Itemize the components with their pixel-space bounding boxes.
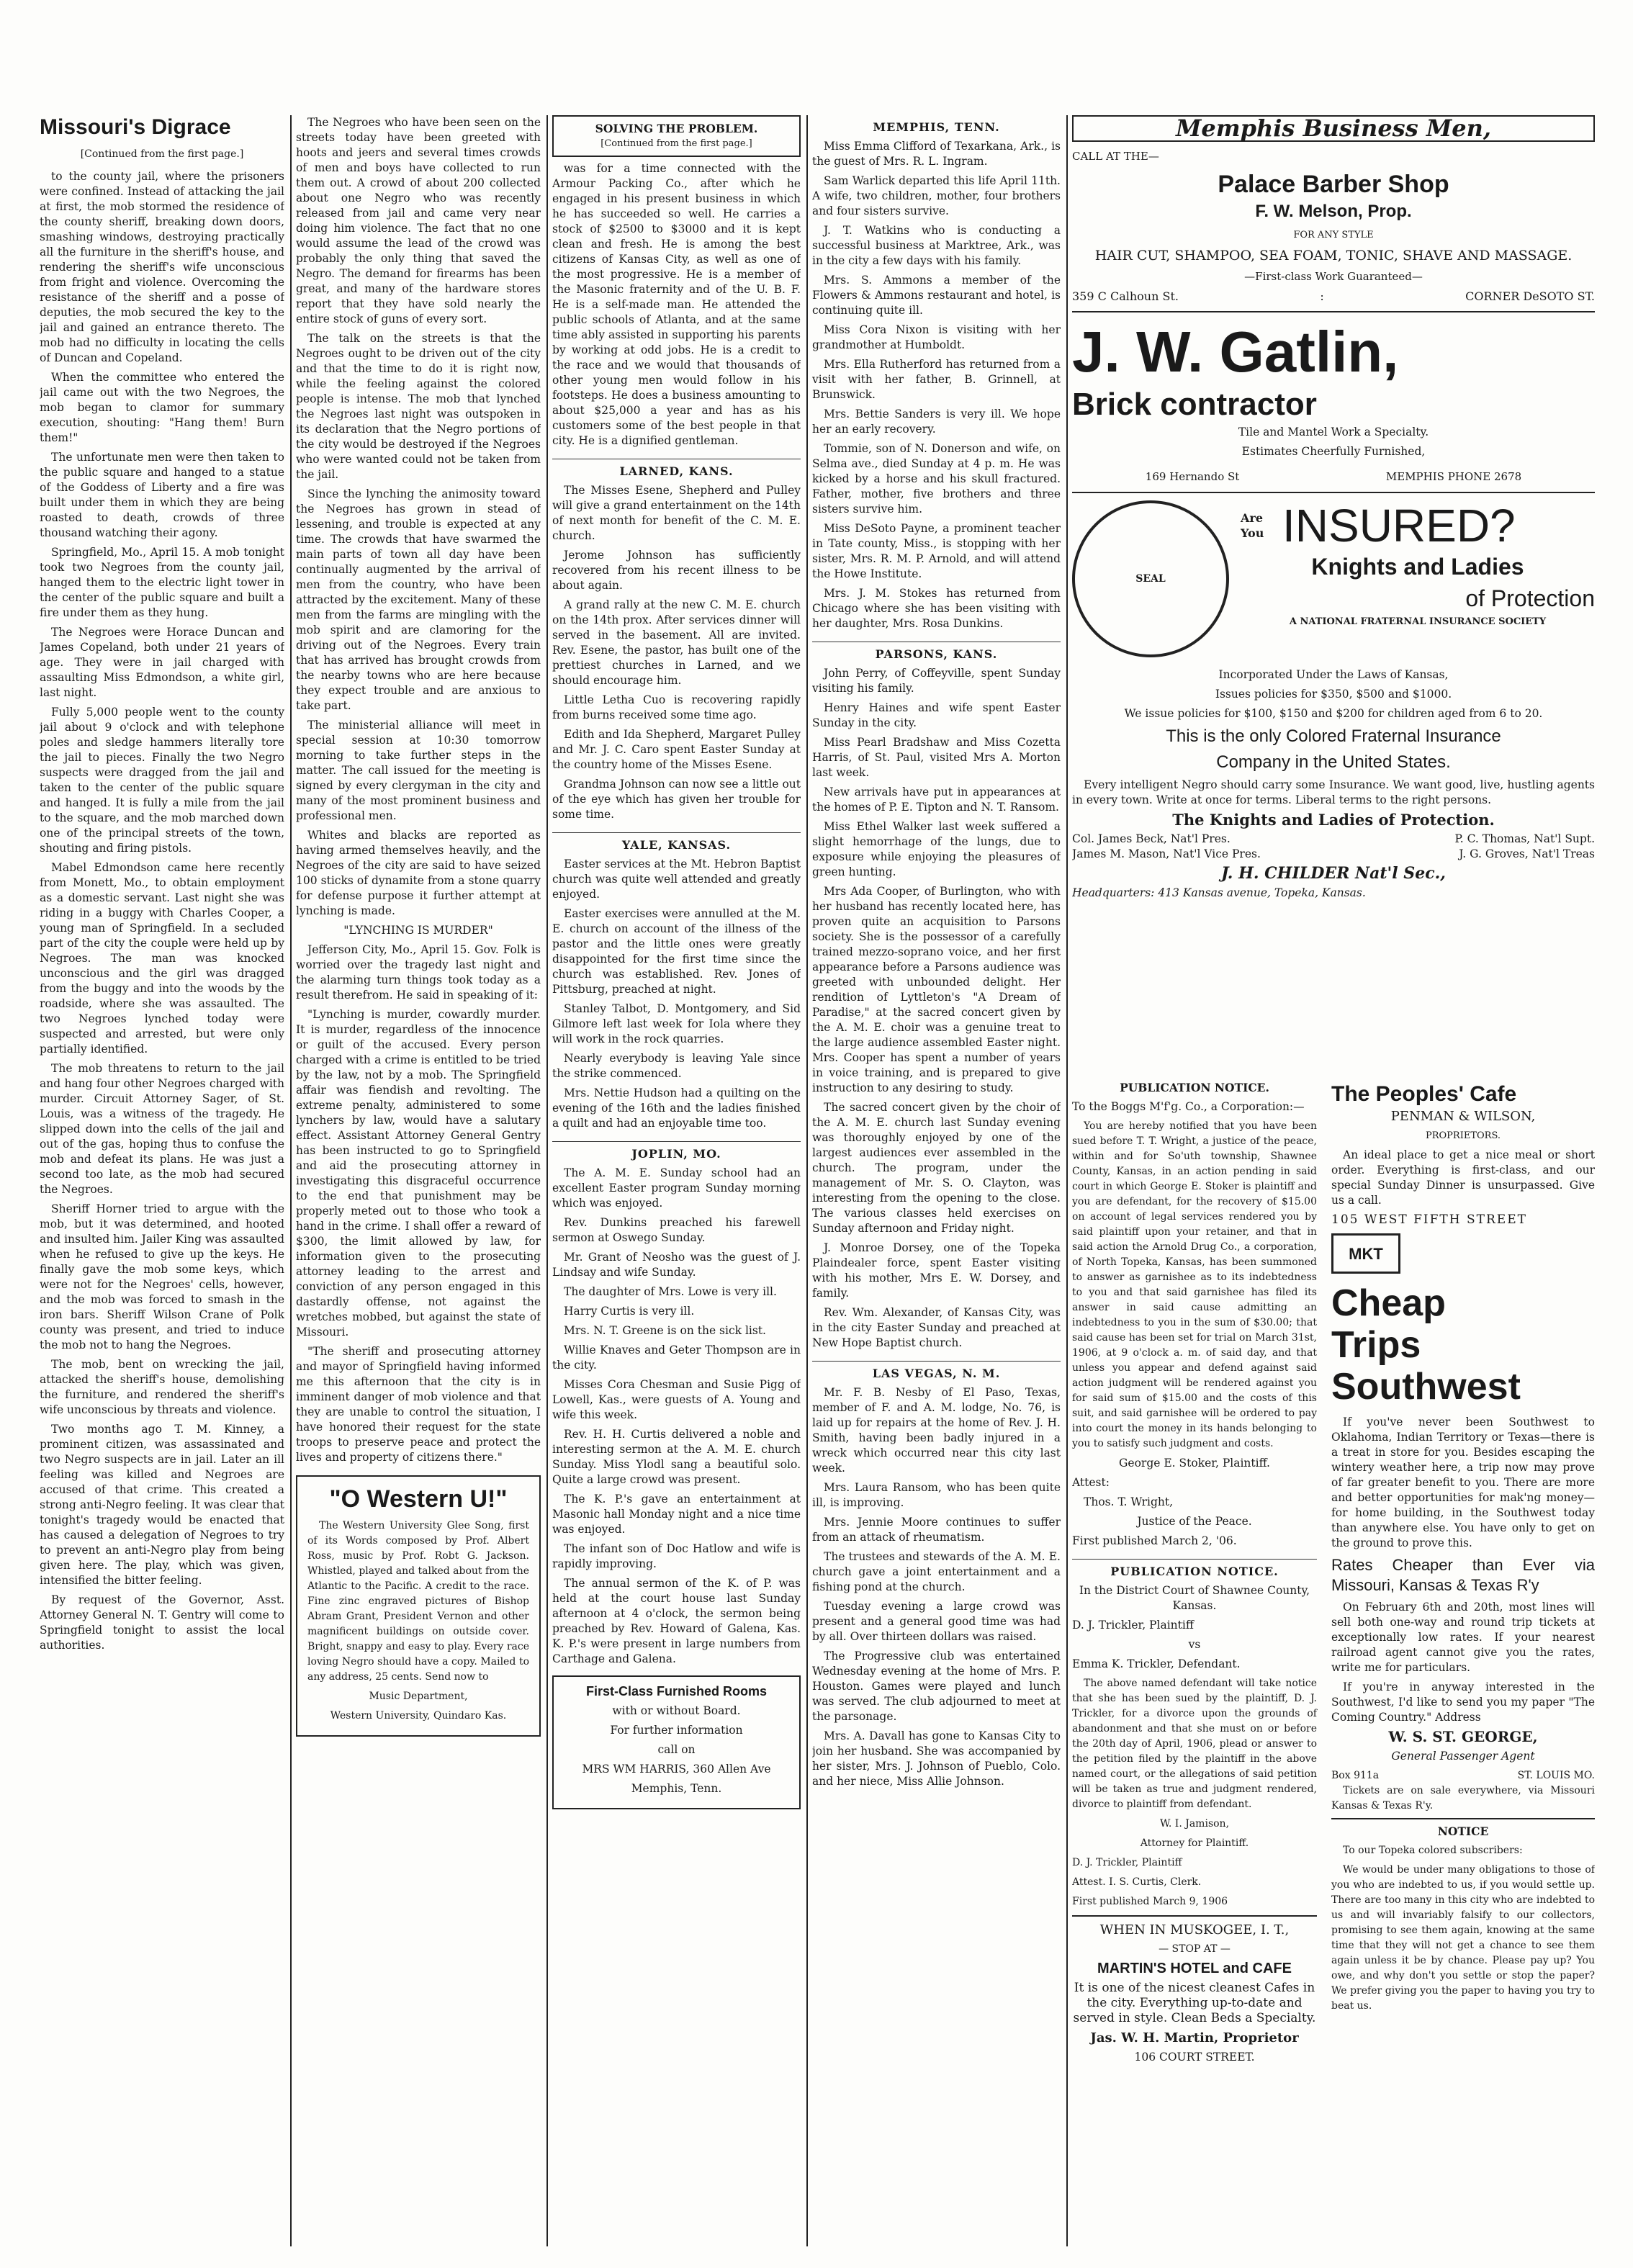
paragraph: Edith and Ida Shepherd, Margaret Pulley and Mr. J. C. Caro spent Easter Sunday at the country home of the Misses Esene. — [552, 728, 801, 771]
paragraph: to the county jail, where the prisoners were confined. Instead of attacking the jail at first, the mob stormed the residence of the county sheriff, breaking down doors, smashing windows, destroying practically all the furniture in the sheriff's house, and rendering the sheriff's wife unconscious from fright and violence. Overcoming the resistance of the sheriff and a posse of deputies, the mob secured the key to the jail and gained an entrance thereto. The mob had no difficulty in locating the cells of Duncan and Copeland. — [40, 170, 284, 364]
seal-text: SEAL — [1135, 572, 1166, 585]
paragraph: Grandma Johnson can now see a little out of the eye which has given her trouble for some time. — [552, 778, 801, 821]
officers-row — [1072, 847, 1595, 862]
paragraph: was for a time connected with the Armour Packing Co., after which he engaged in his present business in which he has succeeded so well. He carries a stock of $2500 to $3000 and it is kept clean and fresh. He is among the best citizens of Kansas City, as well as one of the most progressive. He is a member of the Masonic fraternity and of the U. B. F. He is a self-made man. He attended the public schools of Atlanta, and at the same time ably assisted in supporting his parents by working at odd jobs. He is a credit to the race and we would that thousands of other young men would follow in his footsteps. He does a business amounting to about $25,000 a year and has as his customers some of the best people in that city. He is a dignified gentleman. — [552, 162, 801, 447]
paragraph: Jerome Johnson has sufficiently recovered from his recent illness to be about again. — [552, 549, 801, 592]
barber-ad — [1072, 149, 1595, 304]
insurance-ad — [1072, 492, 1595, 901]
rates-name: W. S. ST. GEORGE, — [1388, 1728, 1538, 1745]
cafe-owners: PENMAN & WILSON, — [1390, 1109, 1536, 1124]
muskogee-ad — [1072, 1915, 1317, 2065]
ad-line: call on — [657, 1743, 696, 1756]
musk-head: WHEN IN MUSKOGEE, I. T., — [1099, 1922, 1290, 1938]
notice-box — [1331, 1818, 1595, 2014]
paragraph: Easter exercises were annulled at the M. E. church on account of the illness of the pastor and the little ones were greatly disappointed for the first time since the church was established. Rev. Jones of Pittsburg, preached at night. — [552, 907, 801, 996]
pub-sig: W. I. Jamison, — [1159, 1818, 1230, 1830]
address-right: MEMPHIS PHONE 2678 — [1385, 470, 1522, 483]
paragraph: Mrs. Ella Rutherford has returned from a visit with her father, B. Grinnell, at Brunswick. — [812, 358, 1061, 401]
officer: J. G. Groves, Nat'l Treas — [1459, 847, 1595, 860]
pub-body: You are hereby notified that you have been sued before T. T. Wright, a justice of the peace, within and for So'uth township, Shawnee County, Kansas, in an action pending in said court in which George E. Stoker is plaintiff and you are defendant, for the recovery of $15.00 on account of legal services rendered you by said plaintiff upon your retainer, and that in said action the Arnold Drug Co., a corporation, of North Topeka, Kansas, has been summoned to answer as garnishee as to its indebtedness to you and that said garnishee has filed its answer in said cause admitting an indebtedness to you in the sum of $30.00; that said cause has been set for trial on March 31st, 1906, at 9 o'clock a. m. of said day, and that unless you appear and defend against said action judgment will be rendered against you for said sum of $15.00 and the costs of this suit, and said garnishee will be ordered to pay into court the money in its hands belonging to you to satisfy such judgment and costs. — [1072, 1120, 1317, 1449]
trips-line: Cheap — [1331, 1282, 1446, 1324]
paragraph: Sheriff Horner tried to argue with the mob, but it was determined, and hooted and insulted him. Jailer King was assaulted when he refused to give up the keys. He finally gave the mob some keys, which were not for the Negroes' cells, however, and the mob was forced to smash in the iron bars. Sheriff Wilson Crane of Polk county was present, and tried to induce the mob not to hang the Negroes. — [40, 1202, 284, 1351]
ad-address: Western University, Quindaro Kas. — [330, 1710, 507, 1722]
article-headline: Missouri's Digrace — [40, 115, 231, 139]
notice-to: To our Topeka colored subscribers: — [1343, 1845, 1523, 1856]
call-line: CALL AT THE— — [1072, 150, 1159, 163]
address-right: CORNER DeSOTO ST. — [1465, 289, 1595, 303]
ad-title: First-Class Furnished Rooms — [585, 1684, 768, 1698]
knights-seal-icon — [1072, 500, 1229, 657]
paragraph: "Lynching is murder, cowardly murder. It is murder, regardless of the innocence or guilt of the accused. Every person charged with a crime is entitled to be tried by the law, not by a mob. The Springfield affair was fiendish and revolting. The extreme penalty, administered to some lynchers by law, would have a salutary effect. Assistant Attorney General Gentry has been instructed to go to Springfield and aid the prosecuting attorney in investigating this disgraceful occurrence to the end that punishment may be properly meted out to those who took a hand in the crime. I shall offer a reward of $300, the limit allowed by law, for information given to the prosecuting attorney leading to the arrest and conviction of any person engaged in this dastardly offense, not against the wretches mobbed, but against the state of Missouri. — [296, 1008, 541, 1338]
paragraph: Whites and blacks are reported as having armed themselves heavily, and the Negroes of the city are said to have seized 100 sticks of dynamite from a stone quarry for defense purpose it further attempt at lynching is made. — [296, 829, 541, 917]
ins-only-1: This is the only Colored Fraternal Insurance — [1166, 726, 1501, 746]
pub-vs: vs — [1188, 1638, 1201, 1651]
paragraph: Mr. Grant of Neosho was the guest of J. Lindsay and wife Sunday. — [552, 1251, 801, 1279]
paragraph: Tuesday evening a large crowd was present and a general good time was had by all. Over thirteen dollars was raised. — [812, 1600, 1061, 1643]
cafe-addr: 105 WEST FIFTH STREET — [1331, 1212, 1527, 1227]
paragraph: Easter services at the Mt. Hebron Baptist church was quite well attended and greatly enjoyed. — [552, 858, 801, 901]
paragraph: The mob threatens to return to the jail and hang four other Negroes charged with murder. Circuit Attorney Sager, of St. Louis, was a witness of the tragedy. He slipped down into the cells of the jail and out of the gas, hoping thus to confuse the mob and defeat its plans. He was just a second too late, as the mob had secured the Negroes. — [40, 1062, 284, 1196]
paragraph: Since the lynching the animosity toward the Negroes has grown in stead of lessening, and trouble is expected at any time. The crowds that have swarmed the main parts of town all day have been continually augmented by the arrival of men from the country, who have been attracted by the excitement. Many of these men from the farms are mingling with the mob spirit and are clamoring for the driving out of the Negroes. Every train that has arrived has brought crowds from the nearby towns who are here because they expect trouble and are anxious to take part. — [296, 487, 541, 712]
paragraph: J. T. Watkins who is conducting a successful business at Marktree, Ark., was in the city a few days with his family. — [812, 224, 1061, 267]
paragraph: Springfield, Mo., April 15. A mob tonight took two Negroes from the county jail, hanged them to the electric light tower in the center of the public square and built a fire under them as they hung. — [40, 546, 284, 619]
insurance-title-block — [1241, 500, 1595, 657]
paragraph: Little Letha Cuo is recovering rapidly from burns received some time ago. — [552, 693, 801, 721]
column-rule — [546, 115, 548, 2246]
paragraph: The trustees and stewards of the A. M. E. church gave a joint entertainment and a fishing pond at the church. — [812, 1550, 1061, 1593]
barber-for: FOR ANY STYLE — [1293, 230, 1374, 240]
pub-sig: George E. Stoker, Plaintiff. — [1119, 1457, 1270, 1470]
officer: P. C. Thomas, Nat'l Supt. — [1454, 832, 1595, 845]
rates-head: Rates Cheaper than Ever via Missouri, Kansas & Texas R'y — [1331, 1556, 1595, 1594]
gatlin-line: Estimates Cheerfully Furnished, — [1241, 445, 1426, 458]
trips-body: If you've never been Southwest to Oklahoma, Indian Territory or Texas—there is a treat in store for you. Besides escaping the wintery weather here, a trip now may prove of far greater benefit to you. There are more and better opportunities for mak'ng money—for home building, in the Southwest today than anywhere else. You have only to get on the ground to prove this. — [1331, 1416, 1595, 1549]
paragraph: Miss Pearl Bradshaw and Miss Cozetta Harris, of St. Paul, visited Mrs A. Morton last week. — [812, 736, 1061, 779]
pub-first: First published March 9, 1906 — [1072, 1896, 1228, 1907]
paragraph: The daughter of Mrs. Lowe is very ill. — [564, 1285, 777, 1298]
section-heading-larned: LARNED, KANS. — [552, 459, 801, 479]
paragraph: Henry Haines and wife spent Easter Sunday in the city. — [812, 701, 1061, 729]
ins-only-2: Company in the United States. — [1216, 752, 1451, 772]
barber-services: HAIR CUT, SHAMPOO, SEA FOAM, TONIC, SHAVE AND MASSAGE. — [1094, 248, 1573, 264]
paragraph: The unfortunate men were then taken to the public square and hanged to a statue of the Goddess of Liberty and a fire was built under them in which they are being roasted to death, crowds of three thousand watching their agony. — [40, 451, 284, 539]
paragraph: Miss Cora Nixon is visiting with her grandmother at Humboldt. — [812, 323, 1061, 351]
paragraph: Nearly everybody is leaving Yale since the strike commenced. — [552, 1052, 801, 1080]
banner-title: Memphis Business Men, — [1175, 115, 1492, 142]
column-solving-problem — [552, 115, 801, 2246]
gatlin-line: Tile and Mantel Work a Specialty. — [1238, 426, 1429, 438]
rates-body: On February 6th and 20th, most lines will sell both one-way and round trip tickets at exceptionally low rates. If your nearest railroad agent cannot give you the rates, write me for particulars. — [1331, 1601, 1595, 1674]
article-title: SOLVING THE PROBLEM. — [595, 122, 758, 135]
column-rule — [806, 115, 808, 2246]
western-u-ad — [296, 1475, 541, 1737]
pub-head: PUBLICATION NOTICE. — [1120, 1081, 1269, 1094]
paragraph: Misses Cora Chesman and Susie Pigg of Lowell, Kas., were guests of A. Young and wife this week. — [552, 1378, 801, 1421]
paragraph: The mob, bent on wrecking the jail, attacked the sheriff's house, demolishing the furniture, and rendered the sheriff's wife unconscious by threats and violence. — [40, 1358, 284, 1416]
trips-line: Southwest — [1331, 1366, 1521, 1408]
insured-word: INSURED? — [1282, 500, 1516, 552]
paragraph: Mrs. A. Davall has gone to Kansas City to join her husband. She was accompanied by her sister, Mrs. J. Johnson of Pueblo, Colo. and her niece, Miss Allie Johnson. — [812, 1729, 1061, 1788]
paragraph: Miss Ethel Walker last week suffered a slight hemorrhage of the lungs, due to exposure while enjoying the pleasures of green hunting. — [812, 820, 1061, 878]
paragraph: The Progressive club was entertained Wednesday evening at the home of Mrs. P. Houston. Games were played and lunch was served. The club adjourned to meet at the parsonage. — [812, 1650, 1061, 1723]
column-rule — [1066, 115, 1068, 2246]
insurance-headline — [1241, 500, 1595, 551]
rates-body: If you're in anyway interested in the Southwest, I'd like to send you my paper "The Coming Country." Address — [1331, 1680, 1595, 1724]
ins-childer: J. H. CHILDER Nat'l Sec., — [1221, 864, 1446, 883]
memphis-business-banner — [1072, 115, 1595, 142]
pub-attest: Attest: — [1072, 1476, 1110, 1489]
rates-box-right: ST. LOUIS MO. — [1517, 1770, 1595, 1781]
pub-plaintiff: D. J. Trickler, Plaintiff — [1072, 1619, 1194, 1632]
pub-sig: Attest. I. S. Curtis, Clerk. — [1072, 1876, 1202, 1888]
paragraph: Jefferson City, Mo., April 15. Gov. Folk is worried over the tragedy last night and the alarming turn things took today as a result therefrom. He said in speaking of it: — [296, 943, 541, 1002]
pub-wright: Thos. T. Wright, — [1084, 1495, 1174, 1508]
pub-body-2: The above named defendant will take notice that she has been sued by the plaintiff, D. J. Trickler, for a divorce upon the grounds of abandonment and that she must on or before the 20th day of April, 1906, plead or answer to the petition filed by the plaintiff in the above named court, or the allegations of said petition will be taken as true and judgment rendered, divorce to plaintiff from defendant. — [1072, 1678, 1317, 1810]
barber-prop: F. W. Melson, Prop. — [1255, 202, 1412, 221]
paragraph: Harry Curtis is very ill. — [564, 1305, 695, 1318]
cafe-name: The Peoples' Cafe — [1331, 1082, 1517, 1106]
paragraph: John Perry, of Coffeyville, spent Sunday visiting his family. — [812, 667, 1061, 695]
ins-body: Every intelligent Negro should carry some Insurance. We want good, live, hustling agents in every town. Write at once for terms. Liberal terms to the right persons. — [1072, 778, 1595, 806]
notice-body: We would be under many obligations to those of you who are indebted to us, if you would settle up. There are too many in this city who are indebted to us and will invariably falsify to our collectors, promising to see them again, knowing at the same time that they will not get a chance to see them again unless it be by chance. Please pay up? You owe, and why don't you settle or stop the paper? We prefer giving you the paper to having you try to beat us. — [1331, 1864, 1595, 2012]
mkt-logo-text: MKT — [1349, 1244, 1383, 1263]
musk-prop: Jas. W. H. Martin, Proprietor — [1090, 2030, 1299, 2046]
ad-line: For further information — [610, 1724, 743, 1737]
paragraph: The A. M. E. Sunday school had an excellent Easter program Sunday morning which was enjoyed. — [552, 1166, 801, 1210]
barber-name: Palace Barber Shop — [1218, 171, 1449, 198]
address-left: 359 C Calhoun St. — [1072, 289, 1179, 303]
pub-head-2: PUBLICATION NOTICE. — [1072, 1559, 1317, 1579]
rates-tickets: Tickets are on sale everywhere, via Missouri Kansas & Texas R'y. — [1331, 1785, 1595, 1812]
paragraph: Stanley Talbot, D. Montgomery, and Sid Gilmore left last week for Iola where they will work in the rock quarries. — [552, 1002, 801, 1045]
paragraph: Mabel Edmondson came here recently from Monett, Mo., to obtain employment as a domestic servant. Last night she was riding in a buggy with Charles Cooper, a young man of Springfield. In a secluded part of the city the couple were held up by Negroes. The man was knocked unconscious and the girl was dragged from the buggy and into the woods by the roadside, where she was assaulted. The two Negroes lynched today were suspected and arrested, but were only partially identified. — [40, 861, 284, 1056]
of-protection: of Protection — [1465, 585, 1595, 611]
knights-ladies: Knights and Ladies — [1311, 554, 1524, 580]
column-rule — [290, 115, 292, 2246]
paragraph: Fully 5,000 people went to the county jail about 9 o'clock and with telephone poles and sledge hammers literally tore the jail to pieces. Finally the two Negro suspects were dragged from the jail and taken to the center of the public square and hanged. It is fully a mile from the jail to the square, and the mob marched down one of the principal streets of the town, shouting and firing pistols. — [40, 706, 284, 855]
newspaper-page — [40, 115, 1595, 2246]
continued-note: [Continued from the first page.] — [80, 148, 244, 160]
paragraph: Mrs Ada Cooper, of Burlington, who with her husband has recently located here, has proven quite an acquisition to Parsons society. She is the possessor of a carefully trained mezzo-soprano voice, and her first appearance before a Parsons audience was greeted with unbounded delight. Her rendition of Lyttleton's "A Dream of Paradise," at the sacred concert given by the A. M. E. choir was a genuine treat to the large audience assembled Easter night. Mrs. Cooper has spent a number of years in voice training, and is prepared to give instruction to any desiring to study. — [812, 885, 1061, 1094]
ins-line: Incorporated Under the Laws of Kansas, — [1218, 668, 1449, 681]
paragraph: Mrs. Jennie Moore continues to suffer from an attack of rheumatism. — [812, 1516, 1061, 1544]
article-title-box — [552, 115, 801, 157]
paragraph: When the committee who entered the jail came out with the two Negroes, the mob began to clamor for summary execution, shouting: "Hang them! Burn them!" — [40, 371, 284, 444]
paragraph: A grand rally at the new C. M. E. church on the 14th prox. After services dinner will served in the basement. All are invited. Rev. Esene, the pastor, has built one of the prettiest churches in Larned, and we should encourage him. — [552, 598, 801, 687]
furnished-rooms-ad — [552, 1675, 801, 1809]
paragraph: The infant son of Doc Hatlow and wife is rapidly improving. — [552, 1542, 801, 1570]
paragraph: Mrs. N. T. Greene is on the sick list. — [564, 1324, 766, 1337]
barber-address — [1072, 289, 1595, 304]
pub-justice: Justice of the Peace. — [1137, 1515, 1252, 1528]
paragraph: The Negroes were Horace Duncan and James Copeland, both under 21 years of age. They were in jail charged with assaulting Miss Edmondson, a white girl, last night. — [40, 626, 284, 699]
paragraph: The Negroes who have been seen on the streets today have been greeted with hoots and jeers and several times crowds of men and boys have collected to run them out. A crowd of about 200 collected about one Negro who was recently released from jail and came very near doing him violence. The fact that no one would assume the lead of the crowd was probably the only thing that saved the Negro. The demand for firearms has been great, and many of the hardware stores report that they have sold nearly the entire stock of guns of every sort. — [296, 116, 541, 325]
pub-first: First published March 2, '06. — [1072, 1534, 1237, 1547]
pub-def: Emma K. Trickler, Defendant. — [1072, 1657, 1241, 1670]
paragraph: The talk on the streets is that the Negroes ought to be driven out of the city and that the time to do it is right now, while the feeling against the colored people is intense. The mob that lynched the Negroes last night was outspoken in its declaration that the Negro portions of the city would be destroyed if the Negroes who were wanted could not be taken from the jail. — [296, 332, 541, 481]
paragraph: Mrs. S. Ammons a member of the Flowers & Ammons restaurant and hotel, is continuing quite ill. — [812, 274, 1061, 317]
ins-kl2: The Knights and Ladies of Protection. — [1172, 811, 1495, 829]
section-heading-yale: YALE, KANSAS. — [552, 832, 801, 852]
pub-to: To the Boggs M'f'g. Co., a Corporation:— — [1072, 1100, 1305, 1113]
paragraph: Sam Warlick departed this life April 11th. A wife, two children, mother, four brothers and four sisters survive. — [812, 174, 1061, 217]
ad-body: The Western University Glee Song, first of its Words composed by Prof. Albert Ross, music by Prof. Robt G. Jackson. Whistled, played and talked about from the Atlantic to the Pacific. A credit to the race. Fine zinc engraved pictures of Bishop Abram Grant, President Vernon and other magnificent buildings on outside cover. Bright, snappy and easy to play. Every race loving Negro should have a copy. Mailed to any address, 25 cents. Send now to — [307, 1520, 529, 1683]
column-local-news — [812, 115, 1061, 2246]
paragraph: Willie Knaves and Geter Thompson are in the city. — [552, 1344, 801, 1372]
national-society: A NATIONAL FRATERNAL INSURANCE SOCIETY — [1289, 616, 1547, 627]
paragraph: Two months ago T. M. Kinney, a prominent citizen, was assassinated and two Negro suspects are in jail. Later an ill feeling was killed and Negroes are accused of that crime. This created a strong anti-Negro feeling. It was clear that tonight's tragedy would be enacted that has caused a delegation of Negroes to try to prevent an anti-Negro play from being given here. The play, which was given, intensified the bitter feeling. — [40, 1423, 284, 1587]
ins-hq: Headquarters: 413 Kansas avenue, Topeka, Kansas. — [1072, 886, 1366, 899]
officer: James M. Mason, Nat'l Vice Pres. — [1072, 847, 1261, 860]
are-you: Are You — [1241, 511, 1264, 540]
section-heading-memphis: MEMPHIS, TENN. — [873, 120, 1000, 134]
cafe-prop: PROPRIETORS. — [1425, 1130, 1501, 1141]
paragraph: Miss DeSoto Payne, a prominent teacher in Tate county, Miss., is stopping with her sister, Mrs. R. M. P. Arnold, and will attend the Howe Institute. — [812, 522, 1061, 580]
rates-box-left: Box 911a — [1331, 1770, 1380, 1781]
ad-dept: Music Department, — [369, 1691, 468, 1702]
paragraph: New arrivals have put in appearances at the homes of P. E. Tipton and N. T. Ransom. — [812, 786, 1061, 814]
gatlin-name: J. W. Gatlin, — [1072, 320, 1399, 384]
musk-addr: 106 COURT STREET. — [1134, 2051, 1255, 2064]
officers-row — [1072, 832, 1595, 847]
paragraph: Mrs. Bettie Sanders is very ill. We hope her an early recovery. — [812, 408, 1061, 436]
paragraph: Mrs. Nettie Hudson had a quilting on the evening of the 16th and the ladies finished a quilt and had an enjoyable time too. — [552, 1086, 801, 1130]
rates-box — [1331, 1768, 1595, 1783]
paragraph: J. Monroe Dorsey, one of the Topeka Plaindealer force, spent Easter visiting with his mother, Mrs E. W. Dorsey, and family. — [812, 1241, 1061, 1300]
paragraph: Rev. Wm. Alexander, of Kansas City, was in the city Easter Sunday and preached at New Hope Baptist church. — [812, 1306, 1061, 1349]
section-heading-joplin: JOPLIN, MO. — [552, 1141, 801, 1161]
subhead: "LYNCHING IS MURDER" — [343, 924, 493, 937]
right-ads — [1331, 1080, 1595, 2018]
notice-head: NOTICE — [1437, 1824, 1489, 1838]
trips-title — [1331, 1282, 1595, 1408]
ins-line: Issues policies for $350, $500 and $1000. — [1215, 688, 1452, 701]
column-continued-mob — [296, 115, 541, 2246]
paragraph: The annual sermon of the K. of P. was held at the court house last Sunday afternoon at 4 o'clock, the sermon being preached by Rev. Howard of Galena, Kas. K. P.'s were present in large numbers from Carthage and Galena. — [552, 1577, 801, 1665]
paragraph: The sacred concert given by the choir of the A. M. E. church last Sunday evening was thoroughly enjoyed by one of the largest audiences ever assembled in the church. The program, under the management of Mr. S. O. Clayton, was interesting from the opening to the close. The various classes held exercises on Sunday afternoon and Friday night. — [812, 1101, 1061, 1235]
musk-body: It is one of the nicest cleanest Cafes in the city. Everything up-to-date and served in style. Clean Beds a Specialty. — [1073, 1981, 1316, 2025]
gatlin-ad — [1072, 311, 1595, 485]
section-heading-las-vegas: LAS VEGAS, N. M. — [812, 1361, 1061, 1381]
musk-name: MARTIN'S HOTEL and CAFE — [1097, 1961, 1292, 1976]
paragraph: "The sheriff and prosecuting attorney and mayor of Springfield having informed me this afternoon that the city is in imminent danger of mob violence and that they are unable to control the situation, I have honored their request for the state troops to preserve peace and protect the lives and property of citizens there." — [296, 1345, 541, 1464]
continued-note: [Continued from the first page.] — [600, 138, 752, 149]
column-advertisements — [1072, 115, 1595, 2246]
publication-notices — [1072, 1080, 1317, 2069]
paragraph: The ministerial alliance will meet in special session at 10:30 tomorrow morning to take further steps in the matter. The call issued for the meeting is signed by every clergyman in the city and many of the most prominent business and professional men. — [296, 719, 541, 822]
paragraph: Tommie, son of N. Donerson and wife, on Selma ave., died Sunday at 4 p. m. He was kicked by a horse and his skull fractured. Father, mother, five brothers and three sisters survive him. — [812, 442, 1061, 516]
pub-sig: Attorney for Plaintiff. — [1140, 1837, 1249, 1849]
paragraph: The K. P.'s gave an entertainment at Masonic hall Monday night and a nice time was enjoyed. — [552, 1493, 801, 1536]
column-missouris-disgrace — [40, 115, 284, 2246]
ad-title: "O Western U!" — [329, 1485, 508, 1513]
ad-line: with or without Board. — [612, 1704, 741, 1717]
paragraph: The Misses Esene, Shepherd and Pulley will give a grand entertainment on the 14th of next month for benefit of the C. M. E. church. — [552, 484, 801, 542]
pub-court: In the District Court of Shawnee County, Kansas. — [1079, 1584, 1310, 1612]
paragraph: By request of the Governor, Asst. Attorney General N. T. Gentry will come to Springfield tonight to assist the local authorities. — [40, 1593, 284, 1652]
trips-line: Trips — [1331, 1324, 1421, 1366]
officer: Col. James Beck, Nat'l Pres. — [1072, 832, 1231, 845]
gatlin-trade: Brick contractor — [1072, 387, 1317, 422]
address-left: 169 Hernando St — [1145, 470, 1240, 483]
insurance-header — [1072, 500, 1595, 657]
mkt-logo-icon — [1331, 1233, 1400, 1274]
paragraph: Mrs. Laura Ransom, who has been quite ill, is improving. — [812, 1481, 1061, 1509]
barber-guarantee: —First-class Work Guaranteed— — [1244, 270, 1423, 283]
pub-sig: D. J. Trickler, Plaintiff — [1072, 1857, 1182, 1868]
paragraph: Mr. F. B. Nesby of El Paso, Texas, member of F. and A. M. lodge, No. 76, is laid up for repairs at the home of Rev. J. H. Smith, having been badly injured in a wreck which occurred near this city last week. — [812, 1386, 1061, 1475]
section-heading-parsons: PARSONS, KANS. — [812, 642, 1061, 662]
paragraph: Mrs. J. M. Stokes has returned from Chicago where she has been visiting with her daughter, Mrs. Rosa Dunkins. — [812, 587, 1061, 630]
paragraph: Rev. H. H. Curtis delivered a noble and interesting sermon at the A. M. E. church Sunday. Miss Ylodl sang a beautiful solo. Quite a large crowd was present. — [552, 1428, 801, 1486]
paragraph: Rev. Dunkins preached his farewell sermon at Oswego Sunday. — [552, 1216, 801, 1244]
paragraph: Miss Emma Clifford of Texarkana, Ark., is the guest of Mrs. R. L. Ingram. — [812, 140, 1061, 168]
cafe-body: An ideal place to get a nice meal or short order. Everything is first-class, and our special Sunday Dinner is unsurpassed. Give us a call. — [1331, 1148, 1595, 1207]
address-separator: : — [1320, 289, 1324, 303]
musk-stop: — STOP AT — — [1159, 1943, 1231, 1955]
ad-line: MRS WM HARRIS, 360 Allen Ave — [582, 1763, 771, 1776]
ad-line: Memphis, Tenn. — [631, 1782, 722, 1795]
rates-title: General Passenger Agent — [1391, 1750, 1535, 1763]
ins-line: We issue policies for $100, $150 and $200 for children aged from 6 to 20. — [1124, 707, 1543, 720]
gatlin-address — [1072, 469, 1595, 485]
